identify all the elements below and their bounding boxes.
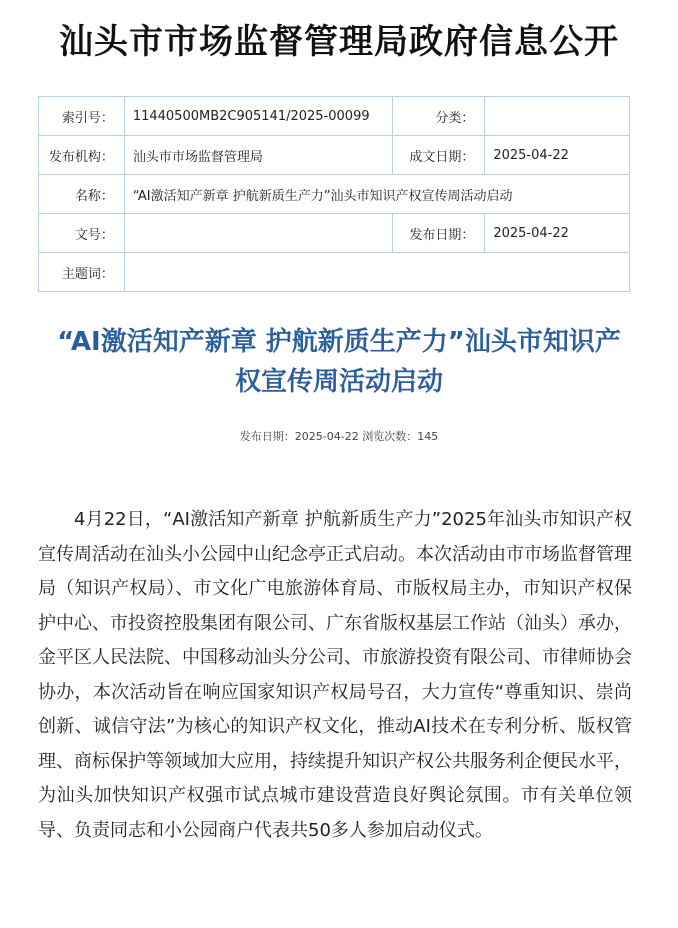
- publisher-label: 发布机构：: [39, 136, 125, 175]
- written-date-label: 成文日期：: [392, 136, 485, 175]
- meta-row-publisher: [39, 136, 630, 175]
- article-title: “AI激活知产新章 护航新质生产力”汕头市知识产权宣传周活动启动: [57, 327, 621, 397]
- subject-value: [124, 253, 629, 292]
- index-value: 11440500MB2C905141/2025-00099: [124, 97, 392, 136]
- name-value: “AI激活知产新章 护航新质生产力”汕头市知识产权宣传周活动启动: [124, 175, 629, 214]
- doc-no-value: [124, 214, 392, 253]
- index-label: 索引号：: [39, 97, 125, 136]
- metadata-table: [38, 96, 630, 292]
- site-title: 汕头市市场监督管理局政府信息公开: [59, 22, 619, 62]
- category-label: 分类：: [392, 97, 485, 136]
- meta-row-docno: [39, 214, 630, 253]
- written-date-value: 2025-04-22: [485, 136, 630, 175]
- article-body: 4月22日，“AI激活知产新章 护航新质生产力”2025年汕头市知识产权宣传周活动在汕头小公园中山纪念亭正式启动。本次活动由市市场监督管理局（知识产权局）、市文化广电旅游体育局、市版权局主办，市知识产权保护中心、市投资控股集团有限公司、广东省版权基层工作站（汕头）承办，金平区人民法院、中国移动汕头分公司、市旅游投资有限公司、市律师协会协办，本次活动旨在响应国家知识产权局号召，大力宣传“尊重知识、崇尚创新、诚信守法”为核心的知识产权文化，推动AI技术在专利分析、版权管理、商标保护等领域加大应用，持续提升知识产权公共服务利企便民水平，为汕头加快知识产权强市试点城市建设营造良好舆论氛围。市有关单位领导、负责同志和小公园商户代表共50多人参加启动仪式。: [38, 509, 632, 841]
- publish-date-value: 2025-04-22: [485, 214, 630, 253]
- publish-date-label: 发布日期：: [392, 214, 485, 253]
- name-label: 名称：: [39, 175, 125, 214]
- publisher-value: 汕头市市场监督管理局: [124, 136, 392, 175]
- doc-no-label: 文号：: [39, 214, 125, 253]
- category-value: [485, 97, 630, 136]
- meta-row-subject: [39, 253, 630, 292]
- meta-row-index: [39, 97, 630, 136]
- publish-info: 发布日期：2025-04-22 浏览次数：145: [239, 430, 439, 443]
- subject-label: 主题词：: [39, 253, 125, 292]
- meta-row-name: [39, 175, 630, 214]
